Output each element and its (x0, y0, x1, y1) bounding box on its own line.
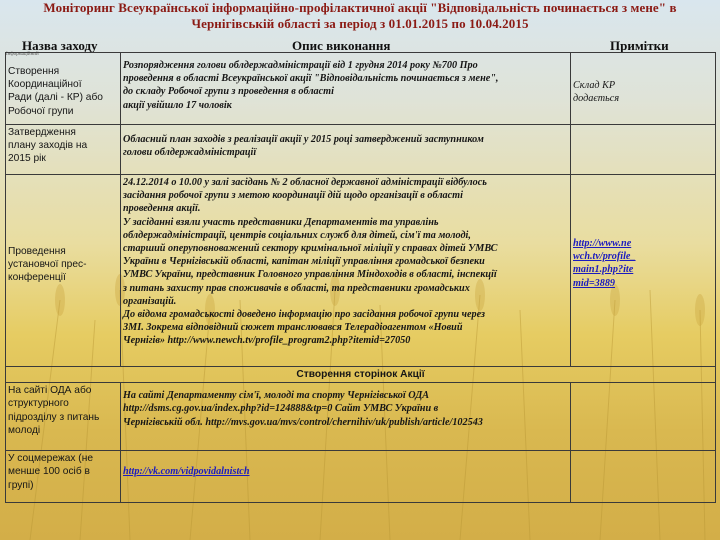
event-note: Склад КР додається (571, 53, 716, 125)
column-header-notes: Примітки (610, 38, 669, 53)
event-description: Обласний план заходів з реалізації акції у 2015 році затверджений заступником голови облдержадміністрації (121, 125, 571, 175)
event-name: На сайті ОДА або структурного підрозділу з питань молоді (6, 383, 121, 451)
section-row (6, 367, 716, 383)
table-row (6, 125, 716, 175)
table-row (6, 53, 716, 125)
event-description: Розпорядження голови облдержадміністрації від 1 грудня 2014 року №700 Про проведення в області Всеукраїнської акції "Відповідальність починається з мене", до складу Робочої групи з проведення в області акції увійшло 17 чоловік (121, 53, 571, 125)
tiny-header-label: Інформаційний (6, 52, 39, 57)
column-header-event: Назва заходу (22, 38, 98, 53)
event-name: Створення Координаційної Ради (далі - КР) або Робочої групи (6, 53, 121, 125)
event-name: Затвердження плану заходів на 2015 рік (6, 125, 121, 175)
report-table (5, 52, 716, 503)
section-title: Створення сторінок Акції (6, 367, 716, 383)
report-title (0, 0, 720, 32)
event-name: У соцмережах (не менше 100 осіб в групі) (6, 451, 121, 503)
table-row (6, 451, 716, 503)
table-row (6, 175, 716, 367)
event-note (571, 451, 716, 503)
event-note (571, 125, 716, 175)
event-description: 24.12.2014 о 10.00 у залі засідань № 2 обласної державної адміністрації відбулось засідання робочої групи з метою координації дій щодо організації в області проведення акції. У засіданні взяли участь представники Департаментів та управлінь облдержадміністрації, центрів соціальних служб для дітей, сім'ї та молоді, старший оперуповноважений сектору кримінальної міліції у справах дітей УМВС України в Чернігівській області, капітан міліції управління громадської безпеки УМВС України, представник Головного управління Міндоходів в області, інспекції з питань захисту прав споживачів в області, та представники громадських організацій. До відома громадськості доведено інформацію про засідання робочої групи через ЗМІ. Зокрема відповідний сюжет транслювався Телерадіоагентом «Новий Чернігів» http://www.newch.tv/profile_program2.php?itemid=27050 (121, 175, 571, 367)
vk-group-link[interactable]: http://vk.com/vidpovidalnistch (123, 466, 250, 478)
event-name: Проведення установчої прес- конференції (6, 175, 121, 367)
event-description: На сайті Департаменту сім'ї, молоді та спорту Чернігівської ОДА http://dsms.cg.gov.ua/index.php?id=124888&tp=0 Сайт УМВС України в Чернігівській обл. http://mvs.gov.ua/mvs/control/chernihiv/uk/publish/article/102543 (121, 383, 571, 451)
column-header-description: Опис виконання (292, 38, 391, 53)
title-line-1: Моніторинг Всеукраїнської інформаційно-профілактичної акції "Відповідальність починається з мене" в (43, 0, 677, 15)
title-line-2: Чернігівській області за період з 01.01.2015 по 10.04.2015 (191, 16, 529, 31)
newch-link[interactable]: http://www.ne wch.tv/profile_ main1.php?ite mid=3889 (573, 238, 636, 289)
table-row (6, 383, 716, 451)
event-note (571, 383, 716, 451)
